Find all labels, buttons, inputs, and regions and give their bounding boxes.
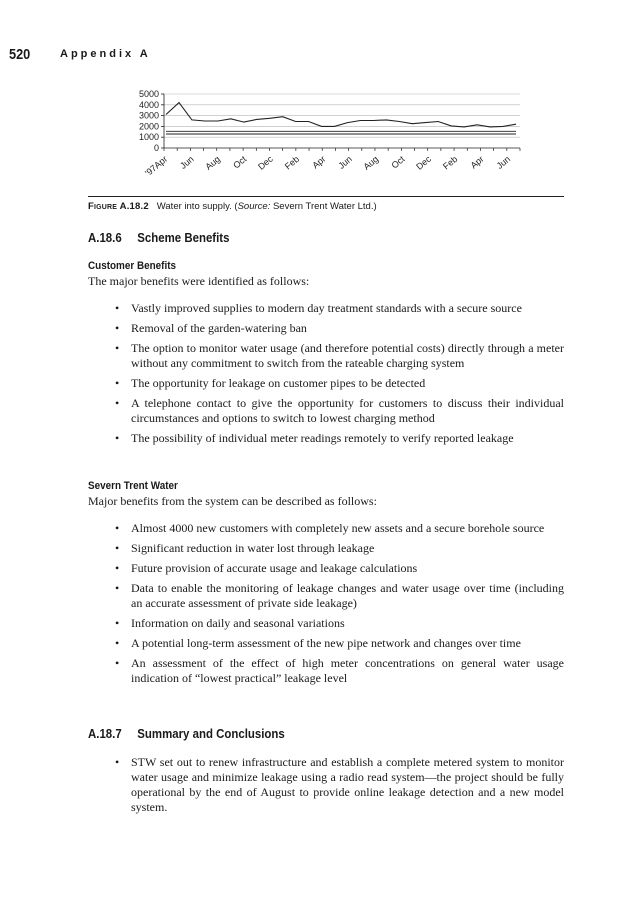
list-item: • Future provision of accurate usage and leakage calculations xyxy=(113,561,564,576)
x-tick-label: Aug xyxy=(361,153,381,172)
x-tick-label: '97Apr xyxy=(143,153,170,179)
y-tick-label: 1000 xyxy=(138,132,159,143)
list-item: • Removal of the garden-watering ban xyxy=(113,321,564,336)
x-tick-label: Aug xyxy=(203,153,223,172)
figure-label: Figure A.18.2 xyxy=(88,201,149,212)
list-item: • Information on daily and seasonal variations xyxy=(113,616,564,631)
x-tick-label: Feb xyxy=(441,153,460,172)
section-number: A.18.6 xyxy=(88,230,122,245)
stw-intro: Major benefits from the system can be described as follows: xyxy=(88,494,377,508)
x-tick-label: Oct xyxy=(231,153,249,171)
figure-caption-text: Water into supply. xyxy=(156,201,232,212)
customer-benefits-intro: The major benefits were identified as follows: xyxy=(88,274,310,288)
page-number: 520 xyxy=(9,46,31,63)
figure-caption xyxy=(88,201,377,212)
list-item: • Vastly improved supplies to modern day treatment standards with a secure source xyxy=(113,301,564,316)
x-tick-label: Dec xyxy=(414,153,433,172)
y-tick-label: 2000 xyxy=(138,121,159,132)
stw-heading: Severn Trent Water xyxy=(88,480,178,492)
section-title: Summary and Conclusions xyxy=(137,726,285,741)
list-item: • Almost 4000 new customers with completely new assets and a secure borehole source xyxy=(113,521,564,536)
figure-source-label: Source: xyxy=(237,201,271,212)
section-heading-a1886 xyxy=(88,230,229,245)
list-item: • The option to monitor water usage (and therefore potential costs) directly through a meter without any commitment to switch from the rateable charging system xyxy=(113,341,564,371)
summary-list xyxy=(113,755,564,820)
list-item: • The opportunity for leakage on customer pipes to be detected xyxy=(113,376,564,391)
y-tick-label: 5000 xyxy=(138,89,159,99)
list-item: • Significant reduction in water lost through leakage xyxy=(113,541,564,556)
list-item: • An assessment of the effect of high meter concentrations on general water usage indication of “lowest practical” leakage level xyxy=(113,656,564,686)
list-item: • The possibility of individual meter readings remotely to verify reported leakage xyxy=(113,431,564,446)
x-tick-label: Jun xyxy=(336,153,354,171)
customer-benefits-heading: Customer Benefits xyxy=(88,260,177,272)
y-tick-label: 0 xyxy=(153,143,159,153)
water-supply-chart xyxy=(120,88,530,188)
series-line-1 xyxy=(166,103,516,127)
x-tick-label: Jun xyxy=(178,153,196,171)
figure-source-text: Severn Trent Water Ltd.) xyxy=(272,201,377,212)
list-item: • A potential long-term assessment of the new pipe network and changes over time xyxy=(113,636,564,651)
customer-benefits-list xyxy=(113,301,564,451)
figure-source-open: ( xyxy=(234,201,238,212)
section-heading-a1887 xyxy=(88,726,285,741)
x-tick-label: Feb xyxy=(282,153,302,172)
x-tick-label: Jun xyxy=(494,153,513,171)
x-tick-label: Apr xyxy=(310,153,328,171)
y-tick-label: 4000 xyxy=(138,99,159,110)
list-item: • STW set out to renew infrastructure and establish a complete metered system to monitor water usage and minimize leakage using a radio read system—the project should be fully operational by the end of August to provide online leakage detection and a new model system. xyxy=(113,755,564,815)
figure-rule xyxy=(88,196,564,197)
x-tick-label: Dec xyxy=(256,153,275,172)
list-item: • Data to enable the monitoring of leakage changes and water usage over time (including an accurate assessment of private side leakage) xyxy=(113,581,564,611)
section-number: A.18.7 xyxy=(88,726,122,741)
running-head: Appendix A xyxy=(60,48,151,60)
x-tick-label: Oct xyxy=(389,153,407,171)
x-tick-label: Apr xyxy=(468,153,486,171)
y-tick-label: 3000 xyxy=(138,110,159,121)
list-item: • A telephone contact to give the opportunity for customers to discuss their individual circumstances and options to switch to lowest charging method xyxy=(113,396,564,426)
stw-benefits-list xyxy=(113,521,564,691)
section-title: Scheme Benefits xyxy=(137,230,230,245)
